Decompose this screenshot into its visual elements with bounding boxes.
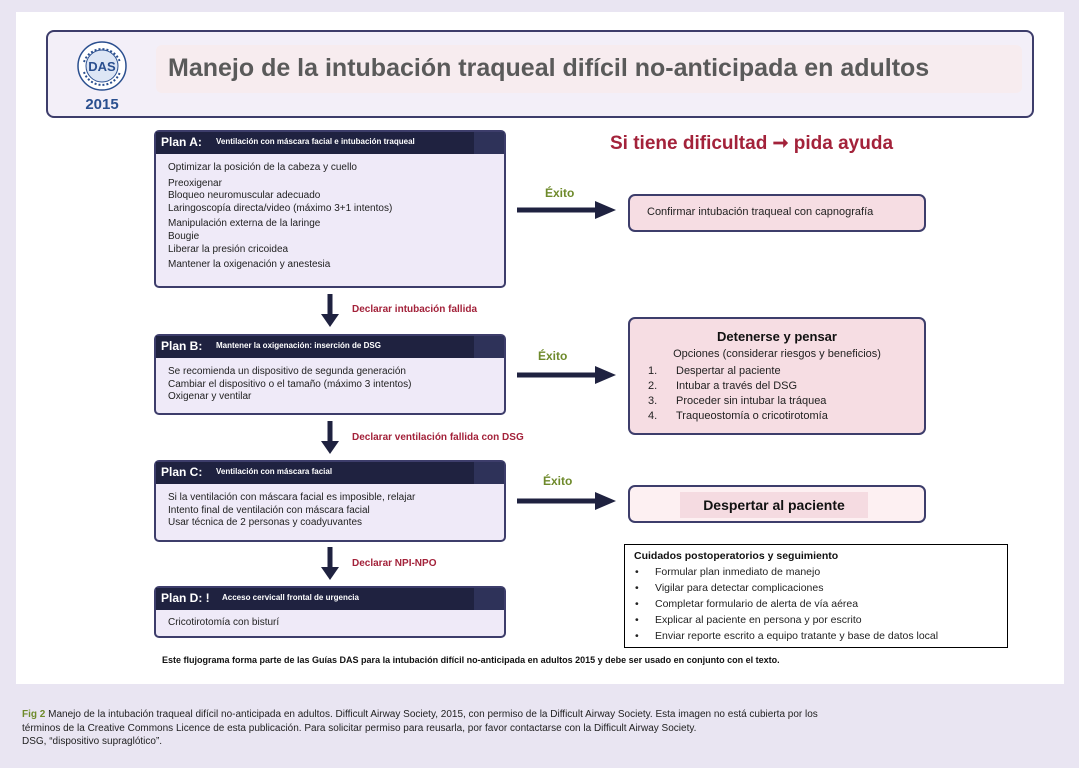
success-label-a: Éxito [545, 186, 575, 200]
plan-d-id: Plan D: ! [161, 591, 210, 605]
plan-a-line: Laringoscopía directa/video (máximo 3+1 intentos) [168, 202, 393, 214]
postop-item: • Formular plan inmediato de manejo [635, 566, 821, 578]
plan-b-body [156, 358, 504, 404]
plan-b-line: Se recomienda un dispositivo de segunda generación [168, 366, 406, 377]
right-arrow-icon [517, 365, 617, 385]
stop-think-subtitle: Opciones (considerar riesgos y beneficios) [673, 348, 881, 360]
plan-a-header [156, 132, 504, 154]
plan-b-line: Cambiar el dispositivo o el tamaño (máximo 3 intentos) [168, 378, 412, 390]
down-arrow-icon [320, 547, 340, 581]
wake-patient-text: Despertar al paciente [703, 497, 845, 513]
figure-number: Fig 2 [22, 709, 46, 720]
stop-think-title: Detenerse y pensar [717, 329, 837, 344]
caption-line-2: términos de la Creative Commons Licence de esta publicación. Para solicitar permiso para reusarla, por favor contactarse con la Difficult Airway Society. [22, 722, 697, 734]
plan-a-line: Bougie [168, 230, 200, 242]
plan-c-box [154, 460, 506, 542]
option-item: 1. Despertar al paciente [648, 365, 781, 377]
plan-a-line: Mantener la oxigenación y anestesia [168, 259, 331, 271]
down-arrow-icon [320, 294, 340, 328]
plan-b-id: Plan B: [161, 339, 203, 353]
plan-d-header [156, 588, 504, 610]
down-arrow-icon [320, 421, 340, 455]
declare-failed-intubation: Declarar intubación fallida [352, 304, 478, 315]
plan-b-subtitle: Mantener la oxigenación: inserción de DSG [216, 341, 381, 350]
figure-caption [22, 708, 1062, 749]
option-item: 2. Intubar a través del DSG [648, 380, 798, 392]
plan-c-body [156, 484, 504, 530]
plan-a-id: Plan A: [161, 135, 202, 149]
postop-care-title: Cuidados postoperatorios y seguimiento [634, 550, 839, 562]
declare-failed-dsg: Declarar ventilación fallida con DSG [352, 432, 524, 443]
plan-b-box [154, 334, 506, 415]
page-title: Manejo de la intubación traqueal difícil no-anticipada en adultos [168, 54, 930, 82]
help-banner: Si tiene dificultad ➞ pida ayuda [610, 133, 894, 154]
das-logo-icon [74, 40, 130, 96]
plan-a-line: Optimizar la posición de la cabeza y cuello [168, 162, 357, 173]
postop-item: • Explicar al paciente en persona y por escrito [635, 614, 862, 626]
plan-b-line: Oxigenar y ventilar [168, 391, 252, 403]
plan-a-line: Bloqueo neuromuscular adecuado [168, 190, 321, 202]
plan-a-box [154, 130, 506, 288]
caption-line-3: DSG, “dispositivo supraglótico”. [22, 736, 163, 747]
plan-a-line: Preoxigenar [168, 177, 222, 189]
plan-d-box [154, 586, 506, 638]
postop-item: • Enviar reporte escrito a equipo tratante y base de datos local [635, 630, 939, 642]
plan-d-subtitle: Acceso cervicall frontal de urgencia [222, 593, 359, 602]
right-arrow-icon [517, 200, 617, 220]
plan-c-line: Si la ventilación con máscara facial es imposible, relajar [168, 492, 416, 503]
postop-item: • Completar formulario de alerta de vía aérea [635, 598, 859, 610]
flowchart-footnote: Este flujograma forma parte de las Guías DAS para la intubación difícil no-anticipada en adultos 2015 y debe ser usado en conjunto con el texto. [162, 655, 780, 665]
plan-c-subtitle: Ventilación con máscara facial [216, 467, 333, 476]
title-box [46, 30, 1034, 118]
logo-text: DAS [88, 59, 116, 74]
das-logo [74, 40, 130, 114]
plan-c-header [156, 462, 504, 484]
postop-care-box [624, 544, 1008, 648]
plan-c-line: Intento final de ventilación con máscara facial [168, 504, 370, 516]
plan-a-line: Manipulación externa de la laringe [168, 218, 321, 230]
success-label-c: Éxito [543, 474, 573, 488]
success-label-b: Éxito [538, 349, 568, 363]
stop-think-box [628, 317, 926, 435]
plan-c-line: Usar técnica de 2 personas y coadyuvantes [168, 517, 362, 529]
confirm-capnography-text: Confirmar intubación traqueal con capnografía [647, 206, 874, 218]
wake-patient-highlight [680, 492, 868, 518]
option-item: 3. Proceder sin intubar la tráquea [648, 395, 827, 407]
postop-item: • Vigilar para detectar complicaciones [635, 582, 824, 594]
plan-c-id: Plan C: [161, 465, 203, 479]
plan-a-subtitle: Ventilación con máscara facial e intubación traqueal [216, 137, 415, 146]
plan-a-body [156, 154, 504, 272]
declare-npi-npo: Declarar NPI-NPO [352, 558, 437, 569]
right-arrow-icon [517, 491, 617, 511]
wake-patient-box [628, 485, 926, 523]
plan-b-header [156, 336, 504, 358]
caption-line-1: Fig 2 Manejo de la intubación traqueal difícil no-anticipada en adultos. Difficult Airway Society, 2015, con permiso de la Difficult Airway Society. Esta imagen no está cubierta por los [22, 709, 818, 720]
logo-year: 2015 [85, 96, 119, 113]
plan-d-line: Cricotirotomía con bisturí [168, 617, 280, 628]
plan-a-line: Liberar la presión cricoidea [168, 243, 289, 255]
option-item: 4. Traqueostomía o cricotirotomía [648, 410, 828, 422]
title-strip [156, 45, 1022, 93]
plan-d-body [156, 610, 504, 630]
confirm-capnography-box [628, 194, 926, 232]
